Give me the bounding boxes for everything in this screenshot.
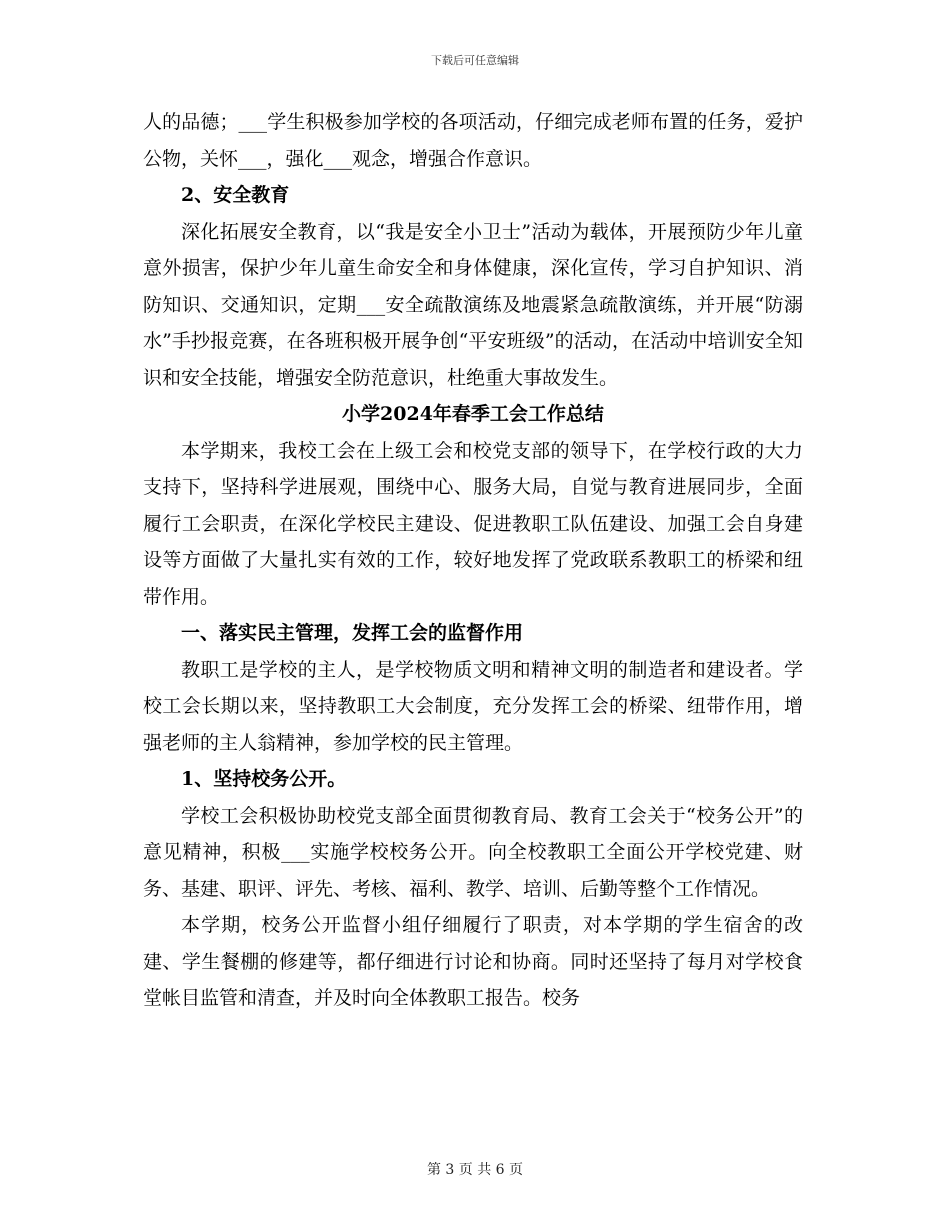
paragraph: 学校工会积极协助校党支部全面贯彻教育局、教育工会关于“校务公开”的意见精神，积极___实施学校校务公开。向全校教职工全面公开学校党建、财务、基建、职评、评先、考核、福利、教学、培训、后勤等整个工作情况。 bbox=[143, 804, 803, 900]
paragraph: 人的品德；___学生积极参加学校的各项活动，仔细完成老师布置的任务，爱护公物，关怀___，强化___观念，增强合作意识。 bbox=[143, 111, 803, 170]
paragraph: 本学期来，我校工会在上级工会和校党支部的领导下，在学校行政的大力支持下，坚持科学进展观，围绕中心、服务大局，自觉与教育进展同步，全面履行工会职责，在深化学校民主建设、促进教职工队伍建设、加强工会自身建设等方面做了大量扎实有效的工作，较好地发挥了党政联系教职工的桥梁和纽带作用。 bbox=[143, 439, 803, 608]
section-heading: 2、安全教育 bbox=[181, 184, 290, 206]
paragraph: 深化拓展安全教育，以“我是安全小卫士”活动为载体，开展预防少年儿童意外损害，保护少年儿童生命安全和身体健康，深化宣传，学习自护知识、消防知识、交通知识，定期___安全疏散演练及地震紧急疏散演练，并开展“防溺水”手抄报竞赛，在各班积极开展争创“平安班级”的活动，在活动中培训安全知识和安全技能，增强安全防范意识，杜绝重大事故发生。 bbox=[143, 220, 803, 389]
section-heading: 1、坚持校务公开。 bbox=[181, 768, 347, 790]
document-title: 小学2024年春季工会工作总结 bbox=[342, 403, 604, 425]
section-heading: 一、落实民主管理，发挥工会的监督作用 bbox=[181, 622, 524, 644]
page-header: 下载后可任意编辑 bbox=[431, 54, 519, 67]
page-footer: 第 3 页 共 6 页 bbox=[426, 1162, 524, 1178]
paragraph: 本学期，校务公开监督小组仔细履行了职责，对本学期的学生宿舍的改建、学生餐棚的修建等，都仔细进行讨论和协商。同时还坚持了每月对学校食堂帐目监管和清查，并及时向全体教职工报告。校务 bbox=[143, 914, 803, 1009]
document-body bbox=[143, 104, 803, 1017]
paragraph: 教职工是学校的主人，是学校物质文明和精神文明的制造者和建设者。学校工会长期以来，坚持教职工大会制度，充分发挥工会的桥梁、纽带作用，增强老师的主人翁精神，参加学校的民主管理。 bbox=[143, 658, 803, 754]
